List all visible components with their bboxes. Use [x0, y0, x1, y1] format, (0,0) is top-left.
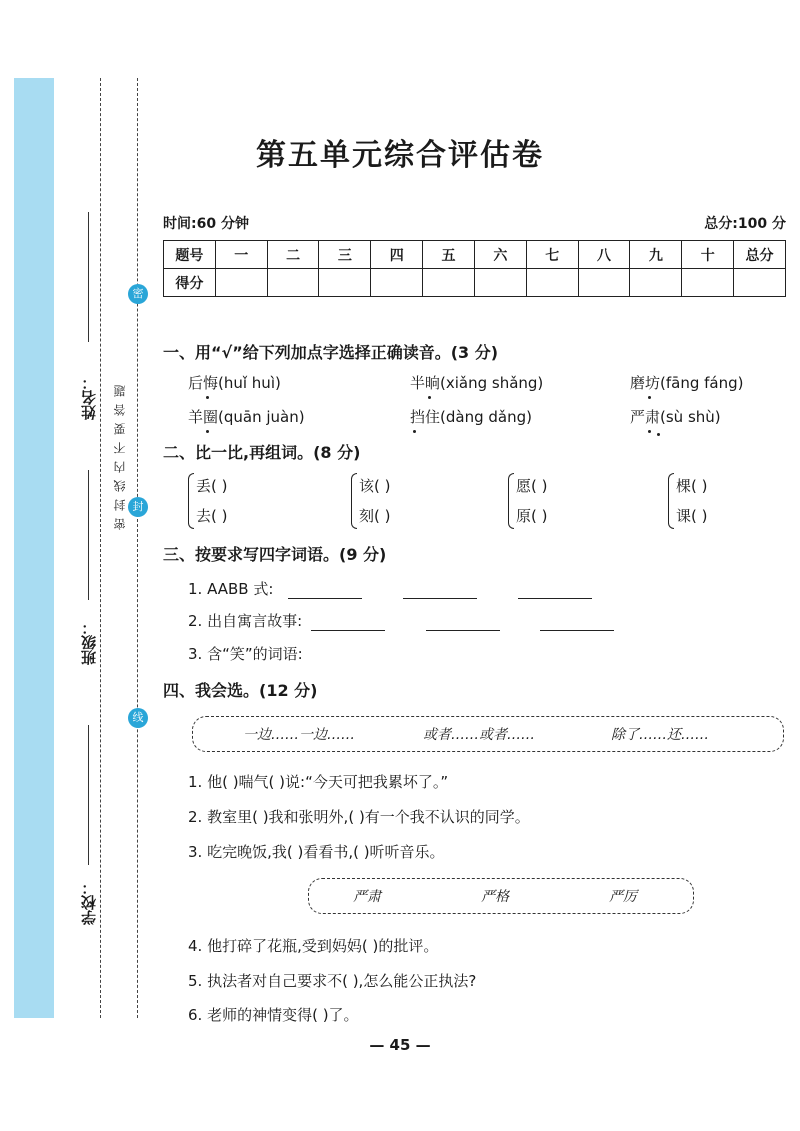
q1-item[interactable]: 严肃(sù shù) [630, 408, 721, 426]
seal-mark: 封 [128, 497, 148, 517]
answer-blank[interactable] [403, 582, 477, 599]
column-header: 三 [319, 241, 371, 269]
score-cell[interactable] [682, 269, 734, 297]
q2-group [508, 471, 638, 533]
word-option: 除了……还…… [611, 727, 709, 743]
answer-blank[interactable] [288, 582, 362, 599]
cut-line-right [137, 78, 138, 1018]
q1-item[interactable]: 磨坊(fāng fáng) [630, 374, 744, 392]
q3-item [188, 610, 614, 631]
column-header: 总分 [734, 241, 786, 269]
q2-word[interactable]: 棵( ) [676, 477, 708, 495]
column-header: 九 [630, 241, 682, 269]
brace-icon [188, 473, 194, 529]
word-bank-2 [308, 878, 694, 914]
answer-blank[interactable] [518, 582, 592, 599]
q2-heading: 二、比一比,再组词。(8 分) [163, 443, 361, 462]
word-option: 一边……一边…… [243, 727, 355, 743]
score-cell[interactable] [215, 269, 267, 297]
emphasis-dot [413, 430, 416, 433]
q3-heading: 三、按要求写四字词语。(9 分) [163, 545, 387, 564]
school-label: 学校： [80, 880, 98, 925]
q2-group [351, 471, 481, 533]
q4-heading: 四、我会选。(12 分) [163, 681, 318, 700]
q1-item[interactable]: 挡住(dàng dǎng) [410, 408, 532, 426]
q3-item [188, 643, 303, 664]
page-number: — 45 — [369, 1036, 431, 1054]
score-table [163, 240, 786, 297]
seal-mark: 密 [128, 284, 148, 304]
name-blank [88, 212, 89, 342]
q4-sentence[interactable]: 1. 他( )喘气( )说:“今天可把我累坏了。” [188, 773, 449, 791]
seal-notice: 密封线内不要答题 [113, 378, 127, 530]
answer-blank[interactable] [311, 614, 385, 631]
cut-line-left [100, 78, 101, 1018]
q3-item-label: 3. 含“笑”的词语: [188, 645, 303, 663]
q1-item[interactable]: 后悔(huǐ huì) [188, 374, 281, 392]
emphasis-dot [428, 396, 431, 399]
word-option: 严厉 [609, 889, 637, 905]
emphasis-dot [657, 433, 660, 436]
q4-sentence[interactable]: 5. 执法者对自己要求不( ),怎么能公正执法? [188, 972, 477, 990]
word-option: 或者……或者…… [423, 727, 535, 743]
score-cell[interactable] [526, 269, 578, 297]
q2-word[interactable]: 该( ) [359, 477, 391, 495]
class-blank [88, 470, 89, 600]
q2-word[interactable]: 原( ) [516, 507, 548, 525]
q2-word[interactable]: 丢( ) [196, 477, 228, 495]
brace-icon [508, 473, 514, 529]
score-cell[interactable] [319, 269, 371, 297]
q3-item [188, 578, 592, 599]
q3-item-label: 2. 出自寓言故事: [188, 612, 303, 630]
q4-sentence[interactable]: 2. 教室里( )我和张明外,( )有一个我不认识的同学。 [188, 808, 530, 826]
brace-icon [668, 473, 674, 529]
total-score: 总分:100 分 [704, 216, 786, 232]
q4-sentence[interactable]: 3. 吃完晚饭,我( )看看书,( )听听音乐。 [188, 843, 445, 861]
score-label: 得分 [164, 269, 216, 297]
column-header: 八 [578, 241, 630, 269]
score-cell[interactable] [630, 269, 682, 297]
column-header: 二 [267, 241, 319, 269]
answer-blank[interactable] [426, 614, 500, 631]
word-option: 严肃 [353, 889, 381, 905]
school-blank [88, 725, 89, 865]
time-limit: 时间:60 分钟 [163, 216, 249, 232]
score-table-score-row [164, 269, 786, 297]
column-header: 五 [423, 241, 475, 269]
column-header: 六 [474, 241, 526, 269]
seal-mark: 线 [128, 708, 148, 728]
q2-word[interactable]: 刻( ) [359, 507, 391, 525]
brace-icon [351, 473, 357, 529]
emphasis-dot [206, 430, 209, 433]
score-cell[interactable] [734, 269, 786, 297]
q1-item[interactable]: 羊圈(quān juàn) [188, 408, 305, 426]
score-cell[interactable] [423, 269, 475, 297]
name-label: 姓名： [80, 375, 98, 420]
q2-group [668, 471, 798, 533]
column-header: 十 [682, 241, 734, 269]
q2-group [188, 471, 318, 533]
q1-item[interactable]: 半晌(xiǎng shǎng) [410, 374, 544, 392]
q2-word[interactable]: 去( ) [196, 507, 228, 525]
score-cell[interactable] [474, 269, 526, 297]
score-cell[interactable] [578, 269, 630, 297]
score-cell[interactable] [267, 269, 319, 297]
score-cell[interactable] [371, 269, 423, 297]
page-title: 第五单元综合评估卷 [256, 138, 544, 173]
emphasis-dot [206, 396, 209, 399]
q4-sentence[interactable]: 6. 老师的神情变得( )了。 [188, 1006, 359, 1024]
q3-item-label: 1. AABB 式: [188, 580, 274, 598]
q2-word[interactable]: 课( ) [676, 507, 708, 525]
column-header: 四 [371, 241, 423, 269]
answer-blank[interactable] [540, 614, 614, 631]
score-table-header-row [164, 241, 786, 269]
binding-strip [14, 78, 54, 1018]
emphasis-dot [648, 396, 651, 399]
class-label: 班级： [80, 620, 98, 665]
q4-sentence[interactable]: 4. 他打碎了花瓶,受到妈妈( )的批评。 [188, 937, 439, 955]
header-label: 题号 [164, 241, 216, 269]
emphasis-dot [648, 430, 651, 433]
q2-word[interactable]: 愿( ) [516, 477, 548, 495]
column-header: 一 [215, 241, 267, 269]
q1-heading: 一、用“√”给下列加点字选择正确读音。(3 分) [163, 343, 499, 362]
column-header: 七 [526, 241, 578, 269]
word-option: 严格 [481, 889, 509, 905]
word-bank-1 [192, 716, 784, 752]
